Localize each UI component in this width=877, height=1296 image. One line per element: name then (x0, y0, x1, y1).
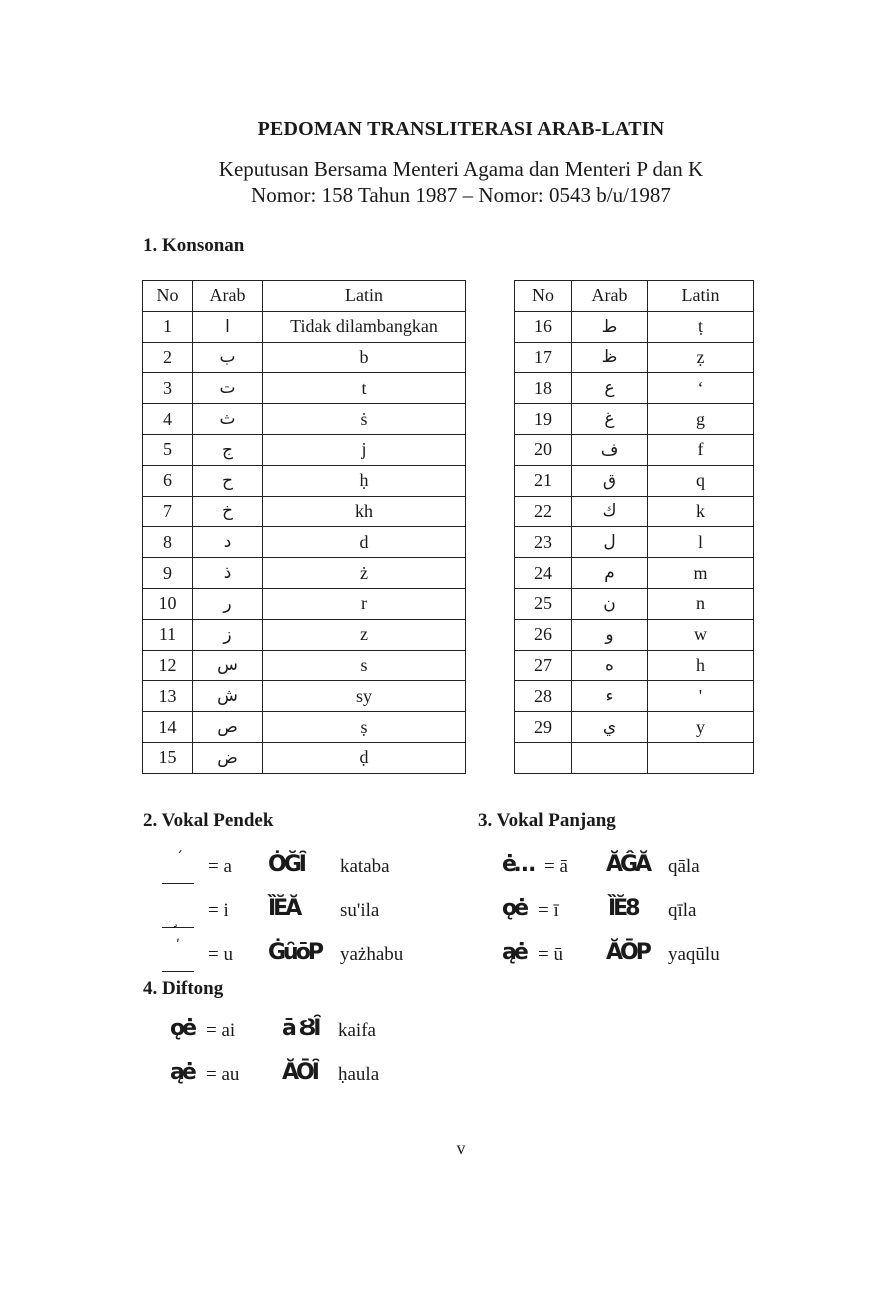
subtitle-line-2: Nomor: 158 Tahun 1987 – Nomor: 0543 b/u/1987 (251, 183, 671, 207)
dash-mark (162, 956, 194, 978)
table-header-row (515, 281, 754, 312)
arabic-example: ĂĜĂ (606, 852, 650, 877)
cell-arab: ه (572, 650, 648, 681)
equals-value: = a (208, 856, 232, 877)
table-row (515, 712, 754, 743)
arabic-example: ĂŌȊ (282, 1060, 317, 1085)
cell-no: 9 (143, 558, 193, 589)
header-arab: Arab (193, 281, 263, 312)
header-latin: Latin (648, 281, 754, 312)
cell-latin: l (648, 527, 754, 558)
diftong-heading: 4. Diftong (143, 978, 224, 999)
cell-no: 7 (143, 496, 193, 527)
cell-no: 8 (143, 527, 193, 558)
cell-arab: ي (572, 712, 648, 743)
equals-value: = u (208, 944, 233, 965)
table-row (515, 558, 754, 589)
cell-latin: w (648, 619, 754, 650)
cell-arab: د (193, 527, 263, 558)
table-row (515, 527, 754, 558)
page-title: PEDOMAN TRANSLITERASI ARAB-LATIN (257, 118, 665, 140)
cell-latin: ḥ (263, 465, 466, 496)
cell-latin: ẓ (648, 342, 754, 373)
table-row (515, 342, 754, 373)
cell-no: 12 (143, 650, 193, 681)
latin-example: yaqūlu (668, 944, 720, 965)
cell-latin: sy (263, 681, 466, 712)
cell-latin: q (648, 465, 754, 496)
cell-no: 5 (143, 434, 193, 465)
cell-latin: g (648, 404, 754, 435)
cell-arab: ح (193, 465, 263, 496)
cell-arab: ض (193, 742, 263, 773)
cell-no: 23 (515, 527, 572, 558)
page-number: v (456, 1138, 466, 1158)
kasrah-mark: ¸ (172, 912, 179, 928)
cell-arab: ص (193, 712, 263, 743)
cell-arab: ت (193, 373, 263, 404)
cell-arab: ذ (193, 558, 263, 589)
konsonan-heading: 1. Konsonan (143, 235, 245, 256)
table-row (515, 311, 754, 342)
vokal-panjang-row (502, 896, 802, 926)
cell-latin: ḍ (263, 742, 466, 773)
dammah-mark: ʹ (176, 938, 180, 954)
cell-arab: ق (572, 465, 648, 496)
konsonan-table-right (514, 280, 754, 774)
cell-arab: ث (193, 404, 263, 435)
arabic-example: ĂŌP (606, 940, 649, 965)
cell-arab: ط (572, 311, 648, 342)
arabic-example: ȈĔĂ (268, 896, 300, 921)
cell-latin: z (263, 619, 466, 650)
cell-latin: b (263, 342, 466, 373)
table-row (515, 404, 754, 435)
cell-no: 26 (515, 619, 572, 650)
subtitle-line-1: Keputusan Bersama Menteri Agama dan Menteri P dan K (218, 157, 704, 181)
vowel-sign: ąė (170, 1060, 194, 1085)
arabic-example: ȮĞȊ (268, 852, 304, 877)
cell-arab: ش (193, 681, 263, 712)
cell-latin: f (648, 434, 754, 465)
equals-value: = ī (538, 900, 559, 921)
cell-arab: ع (572, 373, 648, 404)
vokal-pendek-row (162, 940, 462, 970)
table-row (143, 311, 466, 342)
cell-no: 22 (515, 496, 572, 527)
cell-no: 27 (515, 650, 572, 681)
vokal-panjang-heading: 3. Vokal Panjang (478, 810, 616, 831)
cell-no: 6 (143, 465, 193, 496)
cell-no: 25 (515, 588, 572, 619)
table-row (143, 681, 466, 712)
arabic-example: ā ȢȊ (282, 1016, 319, 1041)
cell-arab: و (572, 619, 648, 650)
table-row (515, 496, 754, 527)
fathah-mark: ´ (176, 850, 183, 866)
cell-no: 11 (143, 619, 193, 650)
arabic-example: ĠȗōP (268, 940, 321, 965)
cell-latin: n (648, 588, 754, 619)
cell-arab: غ (572, 404, 648, 435)
cell-latin (648, 742, 754, 773)
cell-arab: م (572, 558, 648, 589)
cell-no: 1 (143, 311, 193, 342)
cell-no: 20 (515, 434, 572, 465)
cell-latin: kh (263, 496, 466, 527)
vokal-panjang-row (502, 940, 802, 970)
cell-arab: ب (193, 342, 263, 373)
cell-latin: j (263, 434, 466, 465)
table-row (143, 588, 466, 619)
equals-value: = ā (544, 856, 568, 877)
cell-no: 10 (143, 588, 193, 619)
cell-latin: ṭ (648, 311, 754, 342)
konsonan-table-left (142, 280, 466, 774)
cell-arab: ء (572, 681, 648, 712)
table-row (515, 619, 754, 650)
table-row (515, 373, 754, 404)
vowel-sign: ąė (502, 940, 526, 965)
table-row (143, 527, 466, 558)
table-row (143, 342, 466, 373)
latin-example: su'ila (340, 900, 380, 921)
cell-no: 24 (515, 558, 572, 589)
table-row (515, 742, 754, 773)
vokal-pendek-row (162, 852, 462, 882)
cell-arab: ج (193, 434, 263, 465)
cell-arab: س (193, 650, 263, 681)
diftong-row (170, 1016, 470, 1046)
cell-arab: ر (193, 588, 263, 619)
table-row (143, 650, 466, 681)
header-no: No (143, 281, 193, 312)
cell-latin: ' (648, 681, 754, 712)
cell-no: 4 (143, 404, 193, 435)
vokal-panjang-row (502, 852, 802, 882)
cell-no: 15 (143, 742, 193, 773)
cell-no (515, 742, 572, 773)
cell-latin: k (648, 496, 754, 527)
equals-value: = i (208, 900, 229, 921)
cell-arab: ف (572, 434, 648, 465)
cell-arab: ك (572, 496, 648, 527)
header-arab: Arab (572, 281, 648, 312)
cell-arab: ا (193, 311, 263, 342)
cell-latin: ż (263, 558, 466, 589)
cell-latin: y (648, 712, 754, 743)
cell-arab: ل (572, 527, 648, 558)
arabic-example: ȈĔ8 (608, 896, 638, 921)
vokal-pendek-heading: 2. Vokal Pendek (143, 810, 274, 831)
cell-latin: r (263, 588, 466, 619)
cell-no: 13 (143, 681, 193, 712)
table-row (143, 712, 466, 743)
table-row (143, 619, 466, 650)
cell-latin: m (648, 558, 754, 589)
cell-no: 3 (143, 373, 193, 404)
equals-value: = au (206, 1064, 240, 1085)
cell-no: 2 (143, 342, 193, 373)
vowel-sign: ǫė (502, 896, 527, 921)
latin-example: qīla (668, 900, 697, 921)
cell-latin: ṣ (263, 712, 466, 743)
cell-no: 19 (515, 404, 572, 435)
dash-mark (162, 868, 194, 890)
cell-latin: Tidak dilambangkan (263, 311, 466, 342)
header-latin: Latin (263, 281, 466, 312)
table-row (515, 681, 754, 712)
table-row (143, 558, 466, 589)
cell-arab: ز (193, 619, 263, 650)
table-row (515, 465, 754, 496)
vowel-sign: ė… (502, 852, 533, 877)
cell-no: 16 (515, 311, 572, 342)
cell-no: 14 (143, 712, 193, 743)
cell-latin: d (263, 527, 466, 558)
table-header-row (143, 281, 466, 312)
latin-example: kataba (340, 856, 390, 877)
cell-no: 18 (515, 373, 572, 404)
equals-value: = ai (206, 1020, 236, 1041)
cell-arab: خ (193, 496, 263, 527)
header-no: No (515, 281, 572, 312)
latin-example: ḥaula (338, 1064, 380, 1085)
diftong-row (170, 1060, 470, 1090)
cell-arab: ظ (572, 342, 648, 373)
table-row (143, 742, 466, 773)
cell-arab (572, 742, 648, 773)
table-row (143, 465, 466, 496)
table-row (143, 434, 466, 465)
latin-example: kaifa (338, 1020, 376, 1041)
cell-latin: ‘ (648, 373, 754, 404)
table-row (143, 496, 466, 527)
table-row (143, 373, 466, 404)
table-row (515, 650, 754, 681)
vokal-pendek-row (162, 896, 462, 926)
equals-value: = ū (538, 944, 563, 965)
cell-latin: ṡ (263, 404, 466, 435)
table-row (515, 588, 754, 619)
latin-example: yażhabu (340, 944, 404, 965)
cell-latin: t (263, 373, 466, 404)
cell-latin: s (263, 650, 466, 681)
cell-no: 21 (515, 465, 572, 496)
latin-example: qāla (668, 856, 700, 877)
cell-latin: h (648, 650, 754, 681)
cell-no: 29 (515, 712, 572, 743)
vowel-sign: ǫė (170, 1016, 195, 1041)
cell-arab: ن (572, 588, 648, 619)
cell-no: 28 (515, 681, 572, 712)
table-row (143, 404, 466, 435)
table-row (515, 434, 754, 465)
cell-no: 17 (515, 342, 572, 373)
